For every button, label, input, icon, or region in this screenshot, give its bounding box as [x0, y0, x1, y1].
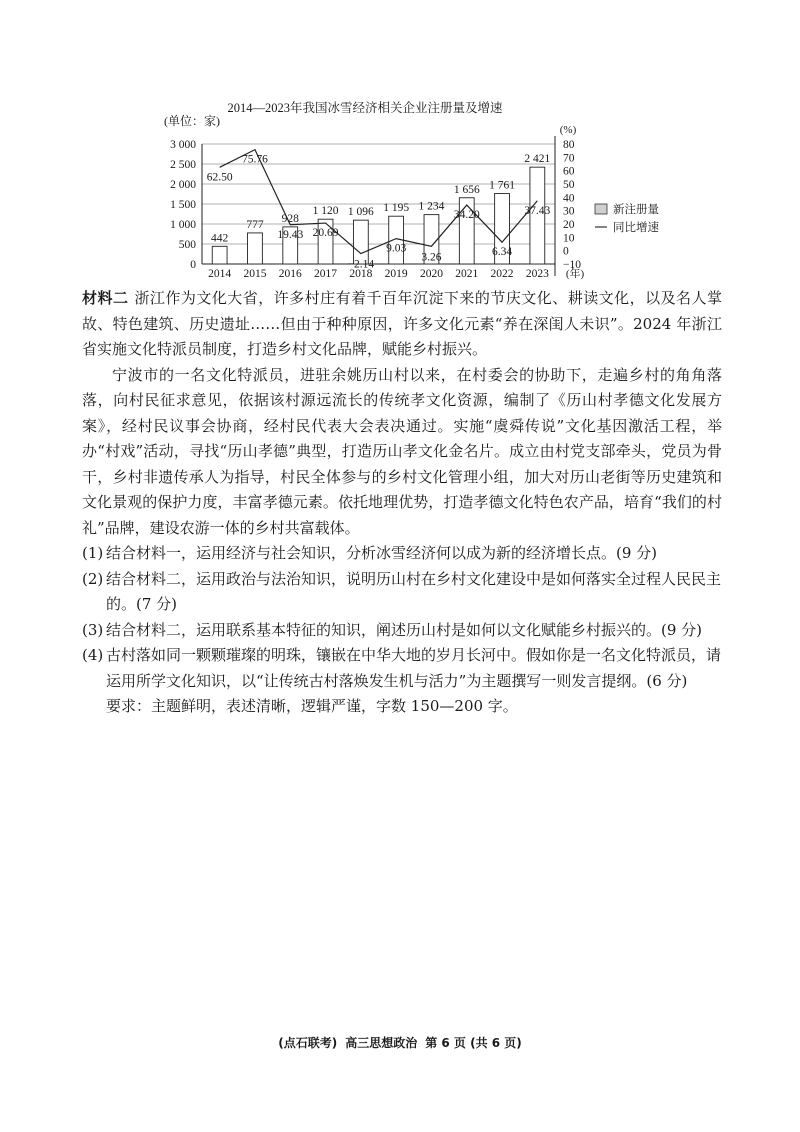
- y-left-tick: 3 000: [170, 139, 196, 151]
- y-right-tick: 80: [563, 139, 575, 151]
- y-left-tick: 2 500: [170, 159, 196, 171]
- chart-title: 2014—2023年我国冰雪经济相关企业注册量及增速: [227, 101, 503, 115]
- material2-para2: 宁波市的一名文化特派员，进驻余姚历山村以来，在村委会的协助下，走遍乡村的角角落落，向村民征求意见，依据该村源远流长的传统孝文化资源，编制了《历山村孝德文化发展方案》，经村民议事会协商，经村民代表大会表决通过。实施“虞舜传说”文化基因激活工程，举办“村戏”活动，寻找“历山孝德”典型，打造历山孝文化金名片。成立由村党支部牵头，党员为骨干，乡村非遗传承人为指导，村民全体参与的乡村文化管理小组，加大对历山老街等历史建筑和文化景观的保护力度，丰富孝德元素。依托地理优势，打造孝德文化特色农产品，培育“我们的村礼”品牌，建设农游一体的乡村共富载体。: [82, 365, 722, 537]
- y-right-tick: 60: [563, 165, 575, 178]
- x-tick: 2023: [525, 268, 549, 280]
- question-list: [82, 541, 722, 694]
- bar-value-label: 928: [281, 212, 299, 225]
- question-number: (1): [82, 544, 104, 562]
- page-footer: [0, 1034, 800, 1051]
- x-tick: 2020: [419, 268, 443, 280]
- line-value-label: −2.14: [347, 258, 375, 271]
- question-text: 结合材料二，运用联系基本特征的知识，阐述历山村是如何以文化赋能乡村振兴的。(9 分): [106, 620, 703, 639]
- line-value-label: 6.34: [491, 246, 513, 259]
- bar: [318, 219, 333, 264]
- question-content: [82, 286, 722, 720]
- material2-para1: [82, 286, 722, 363]
- bar-value-label: 442: [211, 232, 229, 245]
- x-tick: 2022: [490, 268, 514, 280]
- material2-text1: 浙江作为文化大省，许多村庄有着千百年沉淀下来的节庆文化、耕读文化，以及名人掌故、特色建筑、历史遗址……但由于种种原因，许多文化元素“养在深闺人未识”。2024 年浙江省实施文化特派员制度，打造乡村文化品牌，赋能乡村振兴。: [82, 289, 722, 358]
- question-item: [82, 618, 722, 644]
- bar-value-label: 1 761: [489, 179, 515, 192]
- x-tick: 2019: [384, 268, 408, 280]
- line-value-label: 3.26: [421, 251, 442, 264]
- line-value-label: 34.20: [453, 209, 480, 222]
- question-text: 古村落如同一颗颗璀璨的明珠，镶嵌在中华大地的岁月长河中。假如你是一名文化特派员，请运用所学文化知识，以“让传统古村落焕发生机与活力”为主题撰写一则发言提纲。(6 分): [106, 646, 722, 690]
- footer-source: (点石联考): [278, 1036, 338, 1050]
- y-left-tick: 1 500: [170, 199, 196, 211]
- bar-value-label: 1 120: [312, 205, 339, 218]
- bar: [212, 246, 227, 264]
- y-right-unit: (%): [559, 124, 577, 136]
- y-left-tick: 500: [178, 239, 196, 251]
- y-left-tick: 2 000: [170, 179, 196, 191]
- line-value-label: 9.03: [386, 242, 407, 255]
- y-right-tick: 0: [563, 245, 569, 258]
- question-text: 结合材料二，运用政治与法治知识，说明历山村在乡村文化建设中是如何落实全过程人民民主的。(7 分): [106, 569, 722, 613]
- bar-value-label: 1 096: [347, 206, 374, 219]
- material2-label: 材料二: [82, 289, 129, 307]
- y-left-tick: 0: [190, 259, 196, 271]
- answer-requirement: 要求：主题鲜明，表述清晰，逻辑严谨，字数 150—200 字。: [106, 697, 518, 715]
- x-tick: 2021: [455, 268, 479, 280]
- line-value-label: 20.69: [312, 227, 339, 240]
- legend-label-line: 同比增速: [613, 222, 659, 234]
- bar-value-label: 1 234: [418, 200, 445, 213]
- question-item: [82, 541, 722, 567]
- x-tick: 2017: [314, 268, 338, 280]
- y-left-tick: 1 000: [170, 219, 196, 231]
- x-tick: 2014: [208, 268, 232, 280]
- line-value-label: 19.43: [277, 228, 304, 241]
- bar-line-chart: [150, 98, 659, 283]
- line-value-label: 62.50: [206, 171, 233, 184]
- bar-value-label: 1 656: [453, 183, 480, 196]
- y-right-tick: −10: [563, 259, 581, 271]
- bar: [459, 198, 474, 264]
- question-number: (4): [82, 646, 104, 664]
- x-tick: 2016: [278, 268, 302, 280]
- bar: [248, 233, 263, 264]
- y-right-tick: 70: [563, 152, 575, 165]
- x-tick: 2015: [243, 268, 267, 280]
- question-number: (3): [82, 620, 104, 639]
- y-right-tick: 50: [563, 179, 575, 191]
- question-item: [82, 643, 722, 694]
- legend-label-bar: 新注册量: [613, 204, 659, 216]
- bar-value-label: 777: [246, 218, 264, 231]
- footer-subject: 高三思想政治: [345, 1036, 418, 1050]
- bar: [353, 220, 368, 264]
- y-left-unit: (单位：家): [164, 114, 220, 128]
- footer-page: 第 6 页 (共 6 页): [425, 1036, 522, 1050]
- legend-swatch-bar: [595, 204, 607, 214]
- y-right-tick: 30: [563, 205, 575, 218]
- question-number: (2): [82, 569, 104, 588]
- line-value-label: 37.43: [524, 204, 551, 217]
- x-unit: (年): [565, 268, 585, 280]
- y-right-tick: 20: [563, 219, 575, 231]
- x-tick: 2018: [349, 268, 373, 280]
- chart-legend: [595, 203, 659, 234]
- question-text: 结合材料一，运用经济与社会知识，分析冰雪经济何以成为新的经济增长点。(9 分): [106, 544, 658, 562]
- y-right-tick: 10: [563, 232, 575, 245]
- bar-value-label: 2 421: [524, 153, 551, 166]
- y-right-tick: 40: [563, 192, 575, 205]
- question-item: [82, 567, 722, 618]
- line-value-label: 75.76: [242, 153, 268, 166]
- bar-value-label: 1 195: [383, 202, 410, 215]
